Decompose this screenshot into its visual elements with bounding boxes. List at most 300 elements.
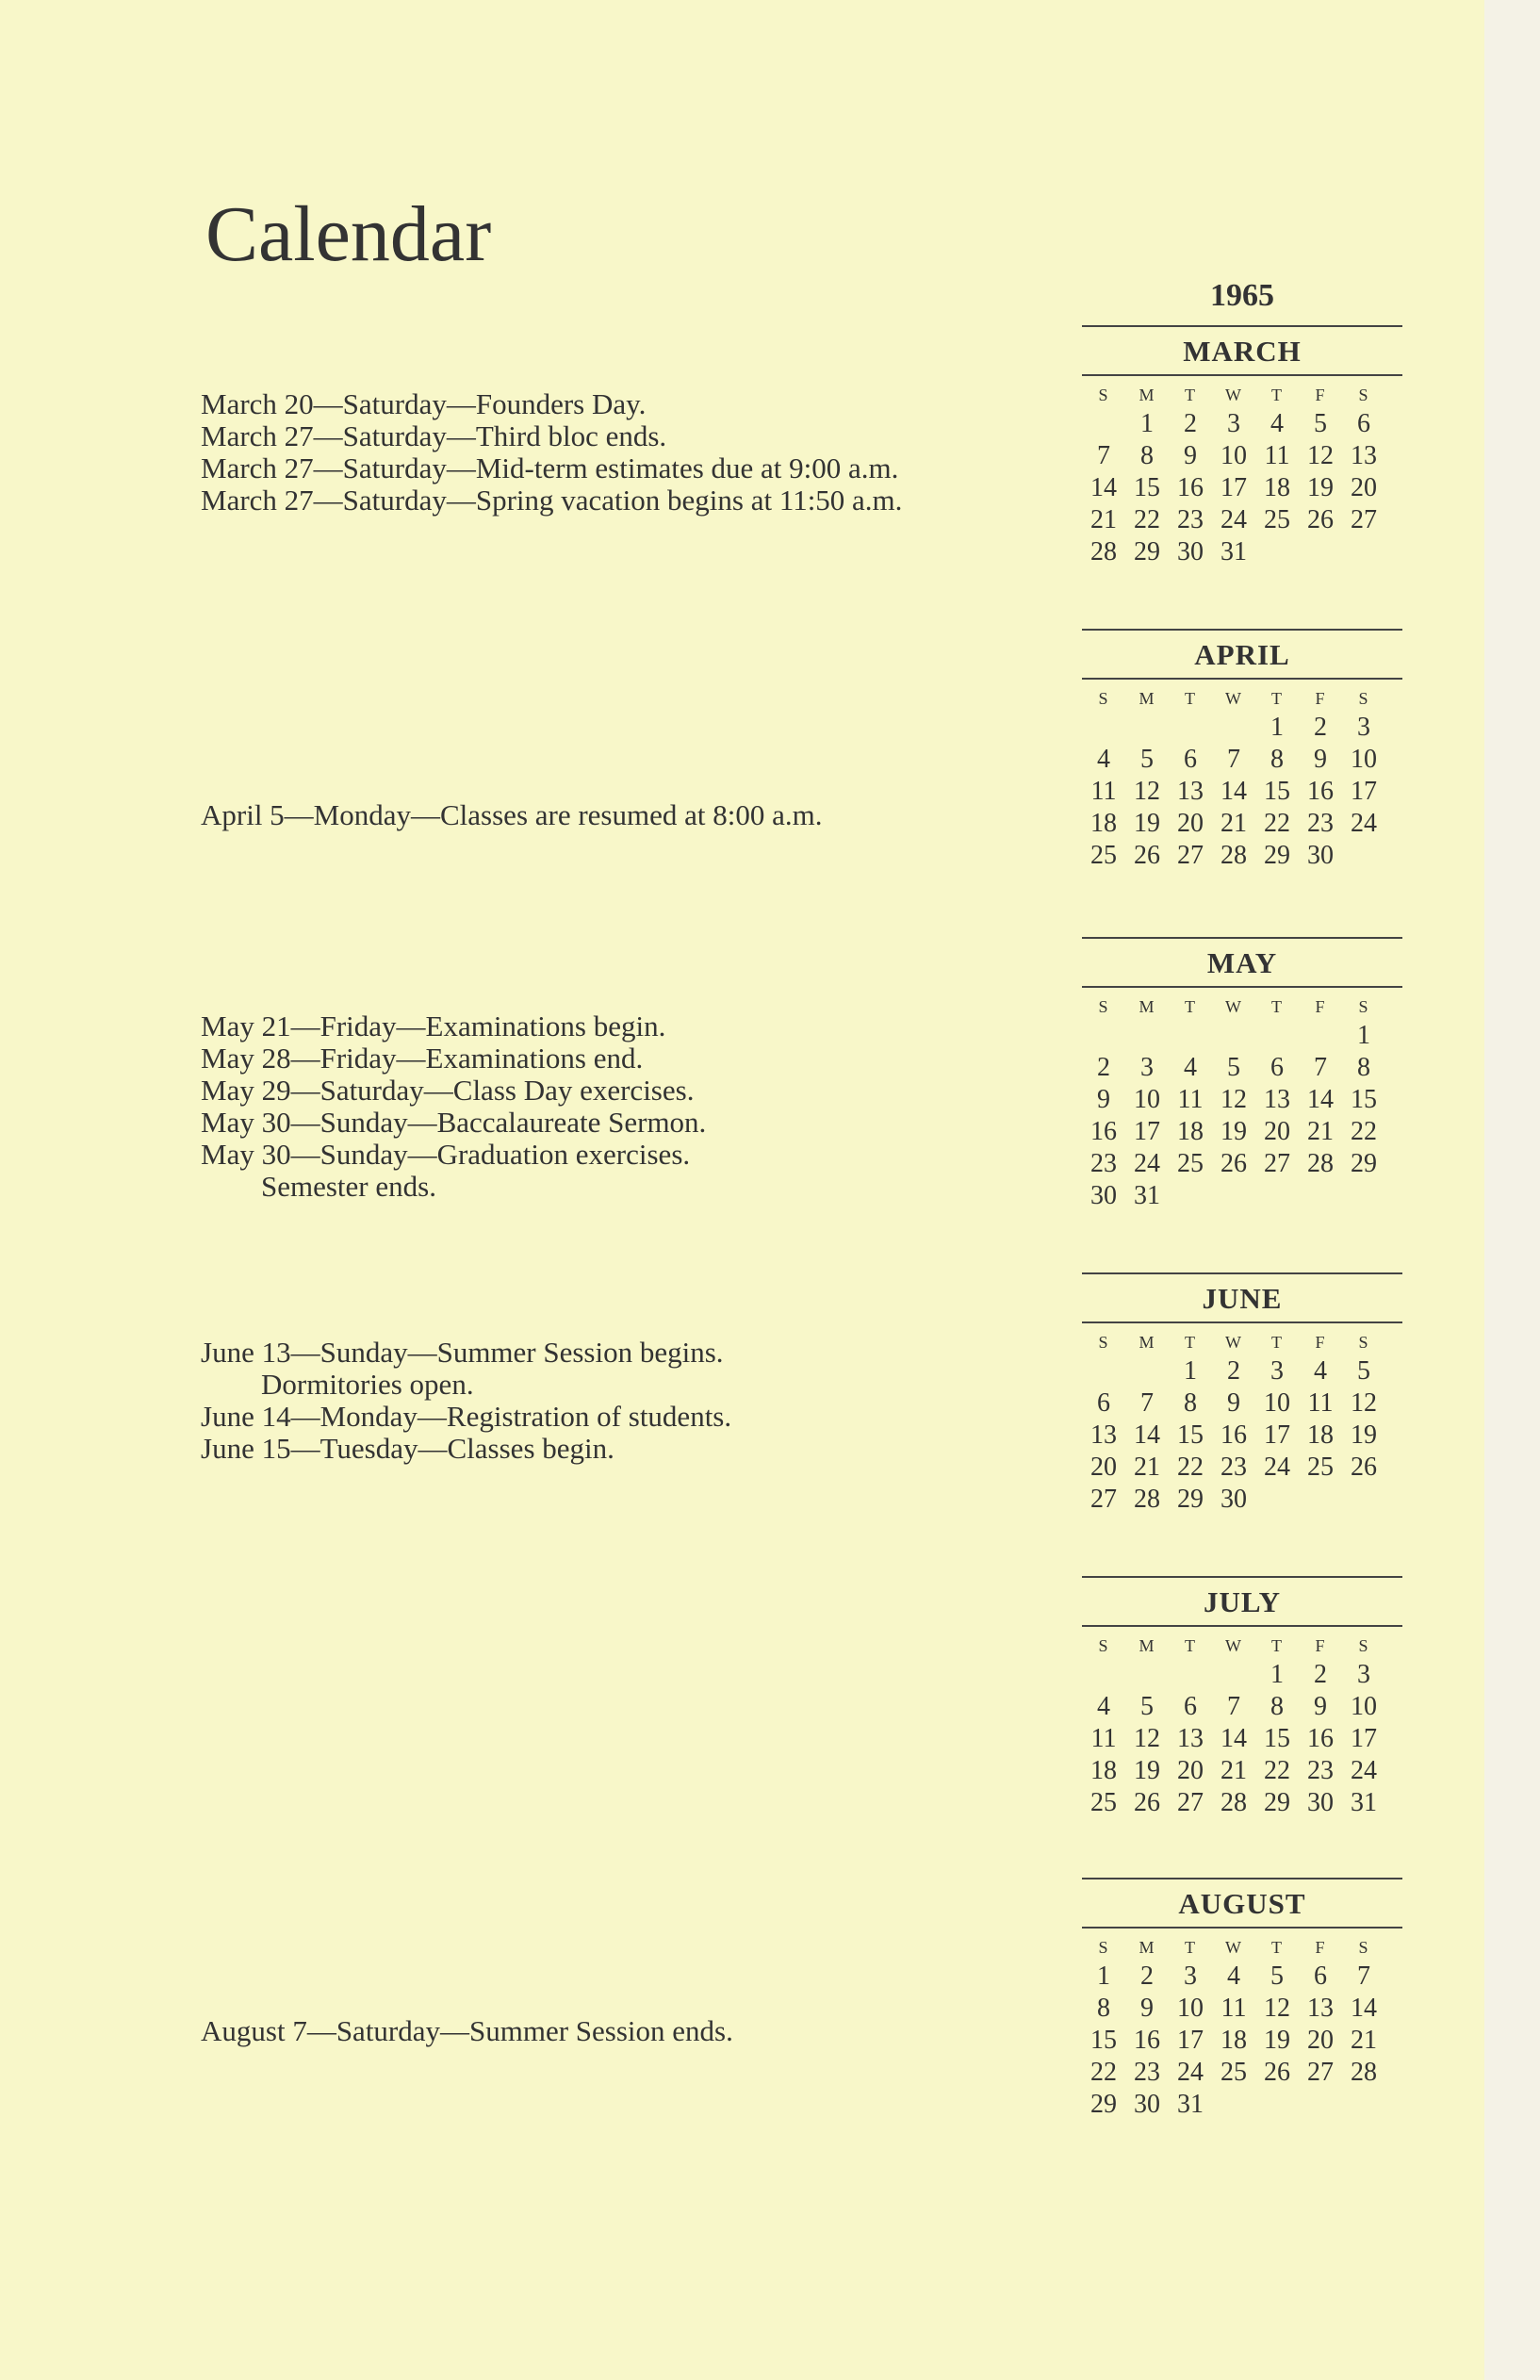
weekday-header: T — [1271, 997, 1283, 1016]
day-cell: 31 — [1134, 1181, 1160, 1210]
day-cell: 28 — [1307, 1149, 1334, 1178]
day-cell: 19 — [1351, 1420, 1377, 1450]
day-cell — [1125, 1355, 1169, 1387]
weekday-header: T — [1185, 386, 1196, 404]
day-cell: 22 — [1264, 809, 1290, 838]
weekday-header: T — [1271, 1333, 1283, 1352]
weekday-header: M — [1139, 1333, 1155, 1352]
day-cell: 22 — [1177, 1453, 1204, 1482]
month-day-grid — [1082, 988, 1402, 1212]
weekday-header: M — [1139, 997, 1155, 1016]
day-cell: 1 — [1140, 409, 1154, 438]
day-cell: 27 — [1351, 505, 1377, 534]
day-cell: 30 — [1307, 841, 1334, 870]
day-cell: 15 — [1090, 2026, 1117, 2055]
day-cell: 19 — [1134, 1756, 1160, 1785]
day-cell: 20 — [1307, 2026, 1334, 2055]
day-cell — [1342, 840, 1385, 872]
day-cell: 11 — [1264, 441, 1290, 470]
event-line: April 5—Monday—Classes are resumed at 8:00 a.m. — [201, 798, 823, 831]
day-cell: 4 — [1227, 1961, 1240, 1991]
day-cell: 22 — [1090, 2058, 1117, 2087]
day-cell: 11 — [1177, 1085, 1204, 1114]
weekday-header: M — [1139, 1938, 1155, 1957]
day-cell: 1 — [1097, 1961, 1110, 1991]
weekday-header: W — [1225, 1938, 1242, 1957]
day-cell: 15 — [1351, 1085, 1377, 1114]
day-cell: 20 — [1264, 1117, 1290, 1146]
day-cell: 21 — [1351, 2026, 1377, 2055]
day-cell: 5 — [1270, 1961, 1284, 1991]
day-cell: 26 — [1307, 505, 1334, 534]
event-line: June 13—Sunday—Summer Session begins. — [201, 1336, 724, 1369]
day-cell: 3 — [1140, 1053, 1154, 1082]
day-cell: 18 — [1090, 809, 1117, 838]
page-edge — [1484, 0, 1540, 2380]
day-cell: 7 — [1227, 1692, 1240, 1721]
day-cell: 12 — [1134, 1724, 1160, 1753]
event-line: May 29—Saturday—Class Day exercises. — [201, 1074, 695, 1107]
day-cell: 17 — [1264, 1420, 1290, 1450]
weekday-header: S — [1358, 1333, 1369, 1352]
day-cell — [1082, 1659, 1125, 1691]
day-cell: 28 — [1221, 1788, 1247, 1817]
day-cell: 28 — [1134, 1485, 1160, 1514]
event-line: May 30—Sunday—Baccalaureate Sermon. — [201, 1106, 707, 1139]
day-cell: 11 — [1090, 777, 1117, 806]
day-cell: 21 — [1221, 1756, 1247, 1785]
weekday-header: S — [1098, 1333, 1109, 1352]
weekday-header: S — [1358, 1938, 1369, 1957]
month-day-grid — [1082, 1323, 1402, 1516]
day-cell: 19 — [1134, 809, 1160, 838]
day-cell: 25 — [1177, 1149, 1204, 1178]
day-cell: 1 — [1270, 713, 1284, 742]
day-cell: 29 — [1177, 1485, 1204, 1514]
day-cell: 5 — [1314, 409, 1327, 438]
day-cell: 23 — [1134, 2058, 1160, 2087]
day-cell — [1212, 712, 1255, 744]
day-cell: 3 — [1357, 713, 1370, 742]
day-cell: 30 — [1221, 1485, 1247, 1514]
events-march — [201, 388, 955, 517]
day-cell — [1212, 1180, 1255, 1212]
weekday-header: F — [1315, 1938, 1326, 1957]
day-cell: 6 — [1357, 409, 1370, 438]
day-cell: 13 — [1307, 1994, 1334, 2023]
day-cell: 9 — [1314, 745, 1327, 774]
day-cell — [1299, 536, 1342, 568]
day-cell — [1342, 1180, 1385, 1212]
day-cell: 16 — [1307, 1724, 1334, 1753]
day-cell: 24 — [1177, 2058, 1204, 2087]
day-cell: 8 — [1140, 441, 1154, 470]
day-cell — [1255, 1020, 1299, 1052]
day-cell: 20 — [1090, 1453, 1117, 1482]
day-cell: 13 — [1090, 1420, 1117, 1450]
day-cell: 10 — [1134, 1085, 1160, 1114]
month-day-grid — [1082, 376, 1402, 568]
weekday-header: S — [1098, 689, 1109, 708]
weekday-header: T — [1185, 997, 1196, 1016]
day-cell: 22 — [1264, 1756, 1290, 1785]
day-cell: 20 — [1177, 809, 1204, 838]
day-cell: 10 — [1177, 1994, 1204, 2023]
day-cell: 16 — [1177, 473, 1204, 502]
day-cell: 5 — [1357, 1356, 1370, 1386]
month-day-grid — [1082, 1929, 1402, 2121]
day-cell: 29 — [1090, 2090, 1117, 2119]
weekday-header: T — [1185, 1938, 1196, 1957]
weekday-header: T — [1271, 1636, 1283, 1655]
day-cell: 19 — [1264, 2026, 1290, 2055]
day-cell: 9 — [1314, 1692, 1327, 1721]
day-cell: 6 — [1314, 1961, 1327, 1991]
event-line: March 27—Saturday—Spring vacation begins at 11:50 a.m. — [201, 484, 903, 517]
day-cell: 10 — [1351, 745, 1377, 774]
month-name: JUNE — [1202, 1282, 1283, 1315]
weekday-header: S — [1098, 1636, 1109, 1655]
day-cell — [1125, 712, 1169, 744]
day-cell: 24 — [1221, 505, 1247, 534]
day-cell: 30 — [1134, 2090, 1160, 2119]
day-cell: 5 — [1140, 1692, 1154, 1721]
day-cell: 6 — [1097, 1388, 1110, 1418]
day-cell: 4 — [1097, 745, 1110, 774]
event-line: Dormitories open. — [261, 1368, 474, 1401]
day-cell: 18 — [1264, 473, 1290, 502]
day-cell: 15 — [1264, 1724, 1290, 1753]
day-cell — [1255, 1484, 1299, 1516]
day-cell: 30 — [1090, 1181, 1117, 1210]
day-cell — [1342, 2089, 1385, 2121]
day-cell: 28 — [1351, 2058, 1377, 2087]
day-cell: 3 — [1184, 1961, 1197, 1991]
event-line: August 7—Saturday—Summer Session ends. — [201, 2014, 733, 2047]
day-cell: 23 — [1307, 1756, 1334, 1785]
day-cell: 19 — [1307, 473, 1334, 502]
weekday-header: T — [1271, 1938, 1283, 1957]
day-cell: 16 — [1307, 777, 1334, 806]
day-cell: 18 — [1221, 2026, 1247, 2055]
day-cell — [1169, 712, 1212, 744]
day-cell: 23 — [1177, 505, 1204, 534]
day-cell: 16 — [1090, 1117, 1117, 1146]
day-cell: 30 — [1307, 1788, 1334, 1817]
month-name: AUGUST — [1178, 1887, 1306, 1920]
day-cell: 27 — [1090, 1485, 1117, 1514]
day-cell: 19 — [1221, 1117, 1247, 1146]
day-cell: 12 — [1221, 1085, 1247, 1114]
day-cell: 27 — [1307, 2058, 1334, 2087]
day-cell: 13 — [1264, 1085, 1290, 1114]
month-name: MARCH — [1183, 335, 1302, 368]
weekday-header: W — [1225, 689, 1242, 708]
month-calendar-july — [1082, 1576, 1402, 1819]
weekday-header: F — [1315, 997, 1326, 1016]
day-cell: 25 — [1221, 2058, 1247, 2087]
day-cell: 13 — [1177, 777, 1204, 806]
day-cell: 26 — [1351, 1453, 1377, 1482]
day-cell: 3 — [1357, 1660, 1370, 1689]
weekday-header: W — [1225, 386, 1242, 404]
day-cell: 17 — [1351, 1724, 1377, 1753]
day-cell: 22 — [1134, 505, 1160, 534]
day-cell: 9 — [1097, 1085, 1110, 1114]
day-cell — [1255, 1180, 1299, 1212]
day-cell: 12 — [1264, 1994, 1290, 2023]
day-cell: 28 — [1221, 841, 1247, 870]
day-cell: 13 — [1177, 1724, 1204, 1753]
events-may — [201, 1010, 955, 1203]
day-cell: 24 — [1134, 1149, 1160, 1178]
weekday-header: S — [1098, 386, 1109, 404]
day-cell — [1125, 1020, 1169, 1052]
day-cell: 8 — [1184, 1388, 1197, 1418]
day-cell: 6 — [1184, 745, 1197, 774]
day-cell — [1169, 1180, 1212, 1212]
day-cell: 29 — [1264, 1788, 1290, 1817]
day-cell: 6 — [1270, 1053, 1284, 1082]
weekday-header: W — [1225, 1636, 1242, 1655]
day-cell: 2 — [1227, 1356, 1240, 1386]
day-cell — [1125, 1659, 1169, 1691]
weekday-header: S — [1358, 997, 1369, 1016]
day-cell — [1255, 2089, 1299, 2121]
weekday-header: W — [1225, 997, 1242, 1016]
day-cell — [1082, 1355, 1125, 1387]
day-cell: 25 — [1264, 505, 1290, 534]
event-line: June 14—Monday—Registration of students. — [201, 1400, 732, 1433]
day-cell: 8 — [1270, 745, 1284, 774]
day-cell — [1255, 536, 1299, 568]
day-cell: 1 — [1270, 1660, 1284, 1689]
day-cell: 2 — [1314, 1660, 1327, 1689]
day-cell: 12 — [1351, 1388, 1377, 1418]
day-cell: 17 — [1177, 2026, 1204, 2055]
weekday-header: M — [1139, 1636, 1155, 1655]
day-cell: 23 — [1090, 1149, 1117, 1178]
weekday-header: T — [1271, 689, 1283, 708]
month-day-grid — [1082, 680, 1402, 872]
day-cell: 16 — [1221, 1420, 1247, 1450]
day-cell: 6 — [1184, 1692, 1197, 1721]
day-cell: 23 — [1221, 1453, 1247, 1482]
day-cell: 8 — [1097, 1994, 1110, 2023]
day-cell: 12 — [1134, 777, 1160, 806]
month-calendar-april — [1082, 629, 1402, 872]
day-cell: 28 — [1090, 537, 1117, 566]
day-cell: 29 — [1351, 1149, 1377, 1178]
weekday-header: T — [1185, 1636, 1196, 1655]
day-cell: 7 — [1140, 1388, 1154, 1418]
weekday-header: S — [1358, 1636, 1369, 1655]
day-cell: 20 — [1177, 1756, 1204, 1785]
event-line: May 21—Friday—Examinations begin. — [201, 1009, 666, 1042]
day-cell: 5 — [1227, 1053, 1240, 1082]
day-cell — [1299, 1484, 1342, 1516]
event-line: Semester ends. — [261, 1170, 436, 1203]
events-april — [201, 799, 955, 831]
weekday-header: F — [1315, 689, 1326, 708]
weekday-header: F — [1315, 1636, 1326, 1655]
day-cell: 13 — [1351, 441, 1377, 470]
month-name: JULY — [1203, 1585, 1282, 1618]
day-cell — [1169, 1020, 1212, 1052]
day-cell: 7 — [1097, 441, 1110, 470]
day-cell — [1342, 536, 1385, 568]
day-cell: 14 — [1221, 1724, 1247, 1753]
day-cell: 27 — [1264, 1149, 1290, 1178]
day-cell: 24 — [1351, 809, 1377, 838]
weekday-header: T — [1185, 689, 1196, 708]
day-cell: 1 — [1184, 1356, 1197, 1386]
day-cell: 31 — [1221, 537, 1247, 566]
day-cell: 2 — [1184, 409, 1197, 438]
day-cell: 29 — [1134, 537, 1160, 566]
day-cell: 14 — [1134, 1420, 1160, 1450]
day-cell: 31 — [1177, 2090, 1204, 2119]
day-cell: 17 — [1351, 777, 1377, 806]
weekday-header: S — [1098, 997, 1109, 1016]
day-cell: 15 — [1177, 1420, 1204, 1450]
day-cell: 4 — [1270, 409, 1284, 438]
day-cell — [1169, 1659, 1212, 1691]
day-cell: 20 — [1351, 473, 1377, 502]
event-line: May 28—Friday—Examinations end. — [201, 1042, 644, 1075]
day-cell: 8 — [1270, 1692, 1284, 1721]
day-cell — [1082, 1020, 1125, 1052]
day-cell: 14 — [1090, 473, 1117, 502]
event-line: March 27—Saturday—Mid-term estimates due at 9:00 a.m. — [201, 451, 899, 484]
day-cell — [1299, 1180, 1342, 1212]
month-calendar-june — [1082, 1272, 1402, 1516]
day-cell: 4 — [1097, 1692, 1110, 1721]
day-cell: 25 — [1090, 841, 1117, 870]
weekday-header: T — [1271, 386, 1283, 404]
day-cell: 17 — [1221, 473, 1247, 502]
day-cell — [1082, 408, 1125, 440]
day-cell: 31 — [1351, 1788, 1377, 1817]
day-cell: 21 — [1307, 1117, 1334, 1146]
day-cell: 11 — [1090, 1724, 1117, 1753]
day-cell — [1212, 2089, 1255, 2121]
day-cell: 12 — [1307, 441, 1334, 470]
weekday-header: S — [1358, 689, 1369, 708]
weekday-header: F — [1315, 386, 1326, 404]
day-cell: 21 — [1134, 1453, 1160, 1482]
day-cell: 17 — [1134, 1117, 1160, 1146]
day-cell: 27 — [1177, 841, 1204, 870]
day-cell: 27 — [1177, 1788, 1204, 1817]
page-title: Calendar — [205, 190, 492, 278]
weekday-header: T — [1185, 1333, 1196, 1352]
events-june — [201, 1337, 955, 1465]
day-cell: 9 — [1227, 1388, 1240, 1418]
day-cell: 22 — [1351, 1117, 1377, 1146]
day-cell: 7 — [1314, 1053, 1327, 1082]
weekday-header: W — [1225, 1333, 1242, 1352]
day-cell: 14 — [1351, 1994, 1377, 2023]
weekday-header: F — [1315, 1333, 1326, 1352]
month-calendar-march — [1082, 325, 1402, 568]
day-cell: 26 — [1264, 2058, 1290, 2087]
day-cell: 21 — [1090, 505, 1117, 534]
day-cell: 1 — [1357, 1021, 1370, 1050]
day-cell: 8 — [1357, 1053, 1370, 1082]
month-calendar-august — [1082, 1878, 1402, 2121]
day-cell: 4 — [1314, 1356, 1327, 1386]
month-calendar-may — [1082, 937, 1402, 1212]
day-cell: 21 — [1221, 809, 1247, 838]
day-cell: 2 — [1314, 713, 1327, 742]
day-cell: 15 — [1134, 473, 1160, 502]
day-cell: 11 — [1221, 1994, 1247, 2023]
weekday-header: S — [1098, 1938, 1109, 1957]
day-cell: 10 — [1264, 1388, 1290, 1418]
day-cell — [1342, 1484, 1385, 1516]
event-line: May 30—Sunday—Graduation exercises. — [201, 1138, 691, 1171]
day-cell: 3 — [1270, 1356, 1284, 1386]
month-name: APRIL — [1194, 638, 1290, 671]
day-cell: 7 — [1357, 1961, 1370, 1991]
day-cell: 29 — [1264, 841, 1290, 870]
day-cell: 2 — [1140, 1961, 1154, 1991]
day-cell: 18 — [1090, 1756, 1117, 1785]
day-cell: 5 — [1140, 745, 1154, 774]
weekday-header: S — [1358, 386, 1369, 404]
day-cell: 7 — [1227, 745, 1240, 774]
event-line: March 20—Saturday—Founders Day. — [201, 387, 647, 420]
day-cell: 26 — [1221, 1149, 1247, 1178]
weekday-header: M — [1139, 689, 1155, 708]
day-cell — [1082, 712, 1125, 744]
day-cell: 24 — [1264, 1453, 1290, 1482]
day-cell: 30 — [1177, 537, 1204, 566]
month-day-grid — [1082, 1627, 1402, 1819]
month-name: MAY — [1206, 946, 1278, 979]
day-cell — [1299, 1020, 1342, 1052]
day-cell — [1212, 1020, 1255, 1052]
day-cell: 2 — [1097, 1053, 1110, 1082]
day-cell: 25 — [1307, 1453, 1334, 1482]
day-cell: 25 — [1090, 1788, 1117, 1817]
event-line: March 27—Saturday—Third bloc ends. — [201, 419, 667, 452]
day-cell: 18 — [1307, 1420, 1334, 1450]
day-cell: 9 — [1184, 441, 1197, 470]
day-cell: 26 — [1134, 1788, 1160, 1817]
day-cell: 4 — [1184, 1053, 1197, 1082]
day-cell — [1299, 2089, 1342, 2121]
day-cell: 14 — [1221, 777, 1247, 806]
day-cell: 26 — [1134, 841, 1160, 870]
weekday-header: M — [1139, 386, 1155, 404]
day-cell: 18 — [1177, 1117, 1204, 1146]
day-cell — [1212, 1659, 1255, 1691]
day-cell: 3 — [1227, 409, 1240, 438]
day-cell: 24 — [1351, 1756, 1377, 1785]
day-cell: 10 — [1351, 1692, 1377, 1721]
calendar-year: 1965 — [1210, 278, 1274, 313]
day-cell: 11 — [1307, 1388, 1334, 1418]
day-cell: 23 — [1307, 809, 1334, 838]
day-cell: 15 — [1264, 777, 1290, 806]
event-line: June 15—Tuesday—Classes begin. — [201, 1432, 614, 1465]
events-august — [201, 2015, 955, 2047]
day-cell: 14 — [1307, 1085, 1334, 1114]
day-cell: 10 — [1221, 441, 1247, 470]
day-cell: 9 — [1140, 1994, 1154, 2023]
